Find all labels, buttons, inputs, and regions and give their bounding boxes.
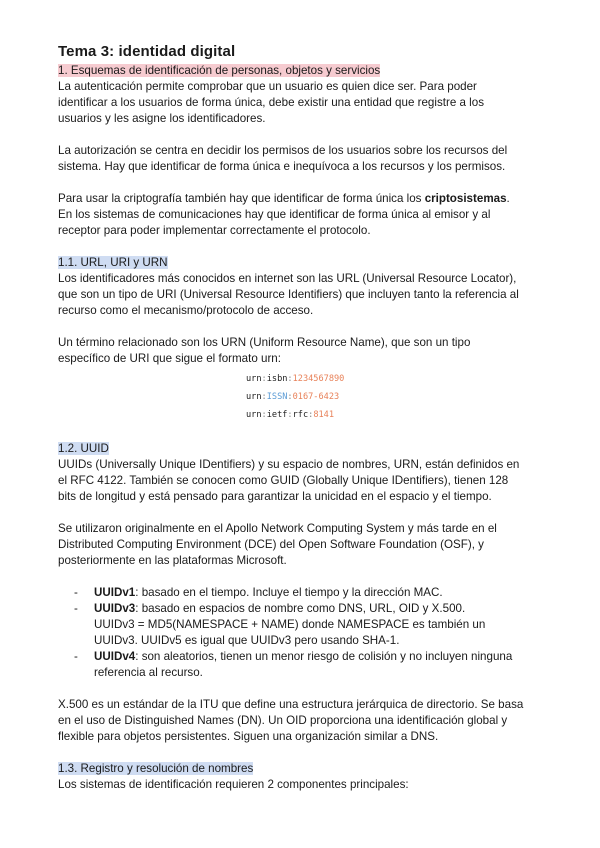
code-line: urn:ietf:rfc:8141	[246, 410, 335, 420]
section-1-heading	[58, 63, 544, 79]
text-line: UUIDs (Universally Unique IDentifiers) y su espacio de nombres, URN, están definidos en	[58, 458, 520, 471]
text-line: Se utilizaron originalmente en el Apollo Network Computing System y más tarde en el	[58, 522, 497, 535]
bold-term: UUIDv3	[94, 602, 136, 615]
s1-paragraph-3	[58, 191, 544, 239]
text-line: En los sistemas de comunicaciones hay que identificar de forma única al emisor y al	[58, 208, 491, 221]
section-1-2-heading	[58, 441, 544, 457]
dash-bullet: -	[74, 586, 78, 599]
text-line: Los sistemas de identificación requieren 2 componentes principales:	[58, 778, 409, 791]
section-1-1-heading	[58, 255, 544, 271]
text-line: específico de URI que sigue el formato urn:	[58, 352, 281, 365]
text-line: receptor para poder implementar correctamente el protocolo.	[58, 224, 371, 237]
s1-paragraph-1	[58, 79, 544, 127]
code-line: urn:isbn:1234567890	[246, 374, 345, 384]
text-line: Distributed Computing Environment (DCE) del Open Software Foundation (OSF), y	[58, 538, 484, 551]
text-line: UUIDv3 = MD5(NAMESPACE + NAME) donde NAMESPACE es también un	[94, 618, 486, 631]
list-item: - UUIDv4: son aleatorios, tienen un menor riesgo de colisión y no incluyen ninguna referencia al recurso.	[58, 649, 544, 681]
text-line: sistema. Hay que identificar de forma única e inequívoca a los recursos y los permisos.	[58, 160, 506, 173]
text-line: Un término relacionado son los URN (Uniform Resource Name), que son un tipo	[58, 336, 471, 349]
urn-code-block	[246, 370, 544, 424]
s1-paragraph-2	[58, 143, 544, 175]
text-line: en el uso de Distinguished Names (DN). Un OID proporciona una identificación global y	[58, 714, 508, 727]
text-line: usuarios y les asigne los identificadores.	[58, 112, 266, 125]
text-line: referencia al recurso.	[94, 666, 203, 679]
section-1-3-heading-text: 1.3. Registro y resolución de nombres	[58, 762, 254, 775]
s12-paragraph-2	[58, 521, 544, 569]
document-title: Tema 3: identidad digital	[58, 43, 236, 60]
section-1-2-heading-text: 1.2. UUID	[58, 442, 109, 455]
text-line: recurso como el mecanismo/protocolo de acceso.	[58, 304, 314, 317]
section-1-heading-text: 1. Esquemas de identificación de personas, objetos y servicios	[58, 64, 381, 77]
s11-paragraph-2	[58, 335, 544, 367]
bold-term: criptosistemas	[424, 192, 507, 205]
dash-bullet: -	[74, 602, 78, 615]
text-line: que son un tipo de URI (Universal Resource Identifiers) que incluyen tanto la referencia al	[58, 288, 519, 301]
text-line: Los identificadores más conocidos en internet son las URL (Universal Resource Locator),	[58, 272, 517, 285]
section-1-1-heading-text: 1.1. URL, URI y URN	[58, 256, 168, 269]
dash-bullet: -	[74, 650, 78, 663]
text-line: posteriormente en las plataformas Microsoft.	[58, 554, 287, 567]
list-item: - UUIDv3: basado en espacios de nombre como DNS, URL, OID y X.500. UUIDv3 = MD5(NAMESPACE + NAME) donde NAMESPACE es también un UUIDv3. UUIDv5 es igual que UUIDv3 pero usando SHA-1.	[58, 601, 544, 649]
list-item: - UUIDv1: basado en el tiempo. Incluye el tiempo y la dirección MAC.	[74, 586, 443, 599]
bold-term: UUIDv4	[94, 650, 136, 663]
text-line: X.500 es un estándar de la ITU que define una estructura jerárquica de directorio. Se basa	[58, 698, 524, 711]
text-line: UUIDv3. UUIDv5 es igual que UUIDv3 pero usando SHA-1.	[94, 634, 400, 647]
s11-paragraph-1	[58, 271, 544, 319]
uuid-versions-list	[58, 585, 544, 681]
bold-term: UUIDv1	[94, 586, 136, 599]
text-line: bits de longitud y está pensado para garantizar la unicidad en el espacio y el tiempo.	[58, 490, 492, 503]
text-line: flexible para objetos persistentes. Siguen una organización similar a DNS.	[58, 730, 439, 743]
text-line: La autorización se centra en decidir los permisos de los usuarios sobre los recursos del	[58, 144, 508, 157]
s12-paragraph-1	[58, 457, 544, 505]
text-line: La autenticación permite comprobar que un usuario es quien dice ser. Para poder	[58, 80, 477, 93]
code-line: urn:ISSN:0167-6423	[246, 392, 340, 402]
text-run: Para usar la criptografía también hay que identificar de forma única los	[58, 192, 425, 205]
text-run: .	[506, 192, 510, 205]
text-line: identificar a los usuarios de forma única, debe existir una entidad que registre a los	[58, 96, 484, 109]
section-1-3-heading	[58, 761, 544, 777]
s12-paragraph-3	[58, 697, 544, 745]
text-line	[58, 191, 544, 207]
document-content	[58, 42, 544, 793]
s13-paragraph-1	[58, 777, 544, 793]
text-line: el RFC 4122. También se conocen como GUID (Globally Unique IDentifiers), tienen 128	[58, 474, 509, 487]
